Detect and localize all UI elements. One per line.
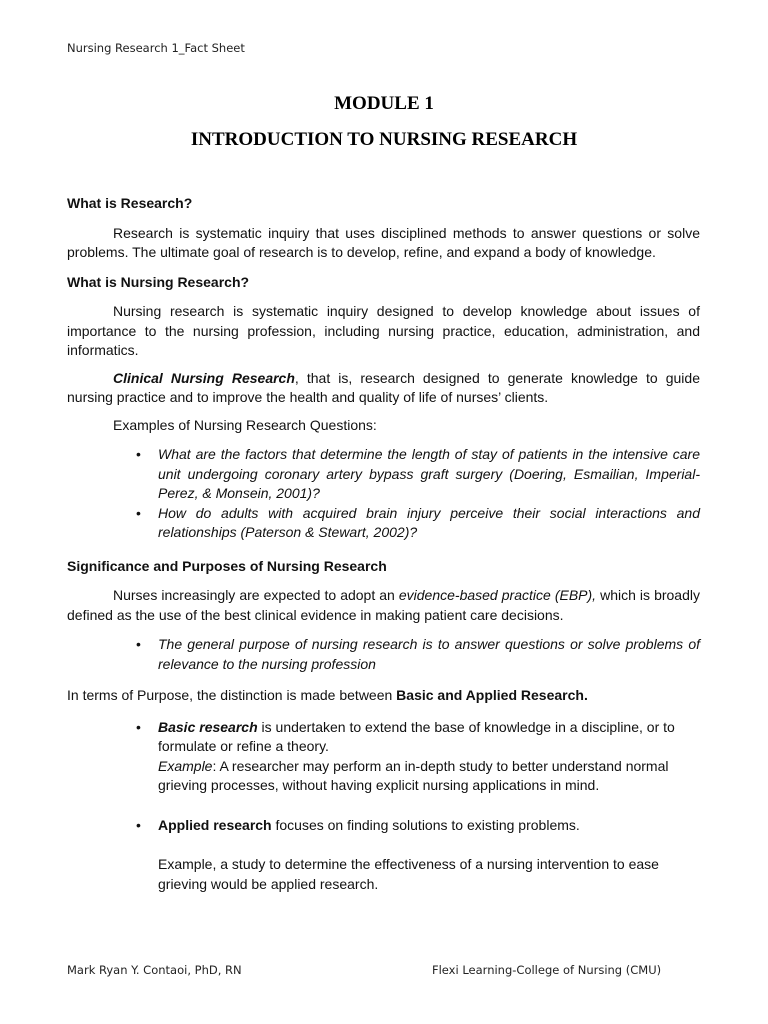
example-question-2: How do adults with acquired brain injury perceive their social interactions and relationships (Paterson & Stewart, 2002)? <box>158 504 700 540</box>
footer-author: Mark Ryan Y. Contaoi, PhD, RN <box>67 963 242 977</box>
example-question-1: What are the factors that determine the length of stay of patients in the intensive care unit undergoing coronary artery bypass graft surgery (Doering, Esmailian, Imperial-Perez, & Monsein, 2001)? <box>158 446 700 501</box>
clinical-nursing-research-text: , that is, research designed to generate knowledge to guide nursing practice and to improve the health and quality of life of nurses’ clients. <box>67 369 700 405</box>
basic-research-term: Basic research <box>158 718 258 735</box>
significance-paragraph <box>67 586 700 625</box>
clinical-nursing-research-term: Clinical Nursing Research <box>113 369 295 386</box>
heading-what-is-research: What is Research? <box>67 195 193 211</box>
purpose-intro-text: In terms of Purpose, the distinction is made between <box>67 687 397 703</box>
heading-what-is-nursing-research: What is Nursing Research? <box>67 273 250 290</box>
bullet-icon: • <box>136 636 141 652</box>
research-types-list <box>67 718 708 895</box>
spacer <box>158 796 708 816</box>
applied-example-text: Example, a study to determine the effectiveness of a nursing intervention to ease grieving would be applied research. <box>158 856 659 892</box>
clinical-nursing-research-paragraph <box>67 369 700 408</box>
bullet-icon: • <box>136 718 141 735</box>
nursing-research-definition: Nursing research is systematic inquiry designed to develop knowledge about issues of importance to the nursing profession, including nursing practice, education, administration, and informatics. <box>67 303 700 358</box>
significance-text-end: which is broadly defined as the use of the best clinical evidence in making patient care decisions. <box>67 587 700 623</box>
basic-example-label: Example <box>158 757 213 774</box>
significance-text-start: Nurses increasingly are expected to adopt an <box>113 587 399 603</box>
examples-label: Examples of Nursing Research Questions: <box>113 416 377 433</box>
examples-list <box>67 445 700 543</box>
list-item <box>136 816 708 836</box>
list-item <box>136 504 700 543</box>
applied-research-term: Applied research <box>158 816 272 833</box>
list-item <box>158 855 708 894</box>
list-item <box>136 445 700 504</box>
bullet-icon: • <box>136 816 141 833</box>
applied-research-text: focuses on finding solutions to existing problems. <box>271 816 580 833</box>
bullet-icon: • <box>136 446 141 462</box>
ebp-term: evidence-based practice (EBP), <box>398 587 597 603</box>
spacer <box>158 835 708 855</box>
basic-applied-term: Basic and Applied Research. <box>396 687 588 703</box>
research-definition: Research is systematic inquiry that uses disciplined methods to answer questions or solve problems. The ultimate goal of research is to develop, refine, and expand a body of knowledge. <box>67 224 700 260</box>
bullet-icon: • <box>136 504 141 521</box>
module-title: MODULE 1 <box>334 93 434 114</box>
list-item <box>136 635 700 674</box>
list-item <box>136 718 708 796</box>
footer-institution: Flexi Learning-College of Nursing (CMU) <box>432 963 662 977</box>
basic-research-text: is undertaken to extend the base of knowledge in a discipline, or to formulate or refine a theory. <box>158 718 675 754</box>
page-title: INTRODUCTION TO NURSING RESEARCH <box>190 129 578 150</box>
purpose-intro <box>67 686 700 706</box>
general-purpose-text: The general purpose of nursing research is to answer questions or solve problems of relevance to the nursing profession <box>158 636 700 672</box>
basic-example-text: : A researcher may perform an in-depth study to better understand normal grieving processes, without having explicit nursing applications in mind. <box>158 757 669 793</box>
page-header: Nursing Research 1_Fact Sheet <box>67 41 245 55</box>
purpose-list <box>67 635 700 674</box>
heading-significance: Significance and Purposes of Nursing Research <box>67 557 387 574</box>
document-body <box>67 194 700 894</box>
